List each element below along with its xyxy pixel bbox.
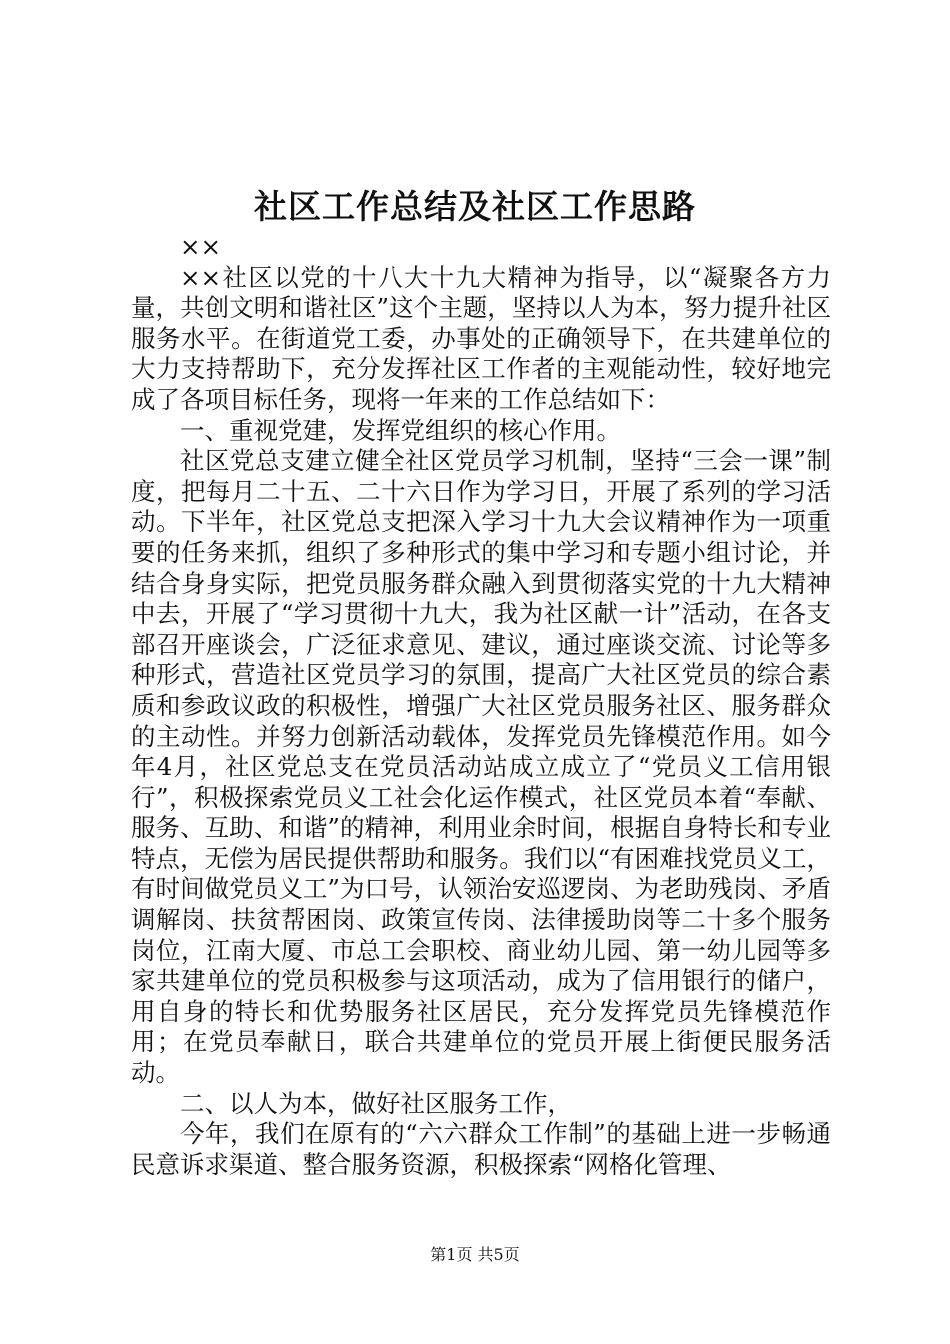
paragraph-intro: ××社区以党的十八大十九大精神为指导，以“凝聚各方力量，共创文明和谐社区”这个主题，坚持以人为本，努力提升社区服务水平。在街道党工委，办事处的正确领导下，在共建单位的大力支持帮助下，充分发挥社区工作者的主观能动性，较好地完成了各项目标任务，现将一年来的工作总结如下： — [131, 262, 831, 414]
paragraph-party-building: 社区党总支建立健全社区党员学习机制，坚持“三会一课”制度，把每月二十五、二十六日作为学习日，开展了系列的学习活动。下半年，社区党总支把深入学习十九大会议精神作为一项重要的任务来抓，组织了多种形式的集中学习和专题小组讨论，并结合身身实际，把党员服务群众融入到贯彻落实党的十九大精神中去，开展了“学习贯彻十九大，我为社区献一计”活动，在各支部召开座谈会，广泛征求意见、建议，通过座谈交流、讨论等多种形式，营造社区党员学习的氛围，提高广大社区党员的综合素质和参政议政的积极性，增强广大社区党员服务社区、服务群众的主动性。并努力创新活动载体，发挥党员先锋模范作用。如今年4月，社区党总支在党员活动站成立成立了“党员义工信用银行”，积极探索党员义工社会化运作模式，社区党员本着“奉献、服务、互助、和谐”的精神，利用业余时间，根据自身特长和专业特点，无偿为居民提供帮助和服务。我们以“有困难找党员义工，有时间做党员义工”为口号，认领治安巡逻岗、为老助残岗、矛盾调解岗、扶贫帮困岗、政策宣传岗、法律援助岗等二十多个服务岗位，江南大厦、市总工会职校、商业幼儿园、第一幼儿园等多家共建单位的党员积极参与这项活动，成为了信用银行的储户，用自身的特长和优势服务社区居民，充分发挥党员先锋模范作用；在党员奉献日，联合共建单位的党员开展上街便民服务活动。 — [131, 446, 831, 1088]
section-heading-1: 一、重视党建，发挥党组织的核心作用。 — [180, 415, 621, 445]
page-footer: 第1页 共5页 — [430, 1245, 520, 1264]
document-title: 社区工作总结及社区工作思路 — [254, 187, 696, 226]
paragraph-community-service: 今年，我们在原有的“六六群众工作制”的基础上进一步畅通民意诉求渠道、整合服务资源，积极探索“网格化管理、 — [131, 1119, 831, 1179]
document-body — [131, 232, 831, 1180]
section-heading-2: 二、以人为本，做好社区服务工作， — [180, 1088, 572, 1118]
author-line: ×× — [180, 232, 222, 261]
